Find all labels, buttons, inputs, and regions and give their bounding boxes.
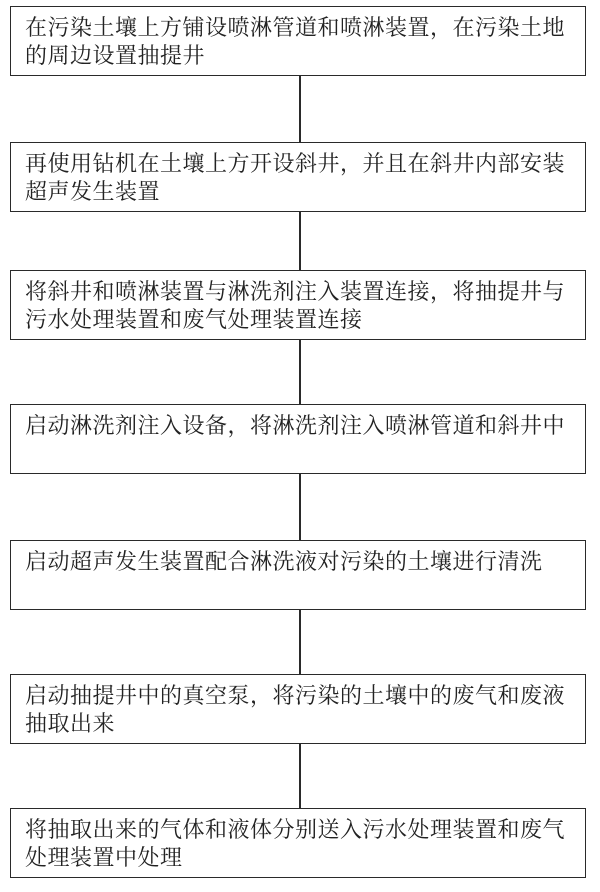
connector-1-2	[299, 76, 301, 142]
step-6-box: 启动抽提井中的真空泵，将污染的土壤中的废气和废液抽取出来	[10, 674, 586, 744]
connector-2-3	[299, 212, 301, 270]
step-7-box: 将抽取出来的气体和液体分别送入污水处理装置和废气处理装置中处理	[10, 808, 586, 878]
connector-6-7	[299, 744, 301, 808]
step-1-box: 在污染土壤上方铺设喷淋管道和喷淋装置，在污染土地的周边设置抽提井	[10, 6, 586, 76]
step-3-box: 将斜井和喷淋装置与淋洗剂注入装置连接，将抽提井与污水处理装置和废气处理装置连接	[10, 270, 586, 340]
connector-4-5	[299, 474, 301, 540]
connector-5-6	[299, 610, 301, 674]
connector-3-4	[299, 340, 301, 404]
step-2-box: 再使用钻机在土壤上方开设斜井，并且在斜井内部安装超声发生装置	[10, 142, 586, 212]
step-5-box: 启动超声发生装置配合淋洗液对污染的土壤进行清洗	[10, 540, 586, 610]
step-4-box: 启动淋洗剂注入设备，将淋洗剂注入喷淋管道和斜井中	[10, 404, 586, 474]
